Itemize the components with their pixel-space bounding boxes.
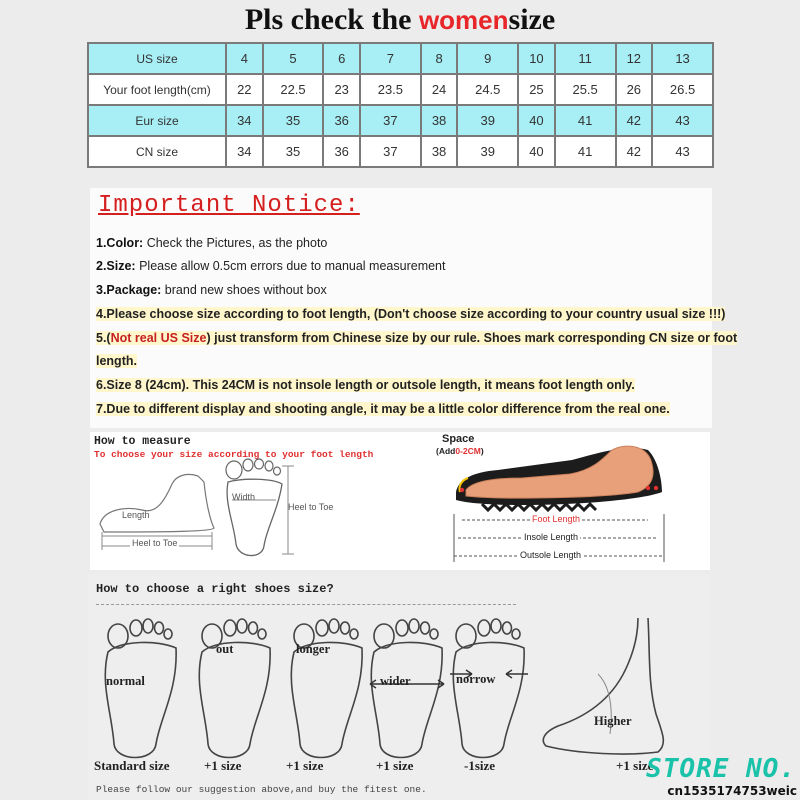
shoe-tread bbox=[482, 504, 596, 510]
toe-3 bbox=[237, 619, 247, 633]
toe-5 bbox=[164, 629, 172, 639]
high-instep-foot-icon bbox=[538, 614, 688, 764]
notice-line5-prefix: 5.( bbox=[96, 331, 111, 345]
size-cell: 26 bbox=[616, 74, 653, 105]
toe-3 bbox=[491, 619, 501, 633]
size-cell: 9 bbox=[457, 43, 518, 74]
size-cell: 23 bbox=[323, 74, 360, 105]
notice-line5-cont: length. bbox=[96, 354, 137, 368]
toe-5 bbox=[512, 629, 520, 639]
measure-subtitle: To choose your size according to your foot length bbox=[94, 449, 374, 460]
narrow-foot-icon bbox=[446, 614, 532, 764]
fit-size-label: +1 size bbox=[204, 758, 242, 773]
notice-line7: 7.Due to different display and shooting angle, it may be a little color difference from the real one. bbox=[96, 402, 670, 416]
toe-4 bbox=[249, 622, 258, 634]
foot-outline bbox=[105, 642, 176, 757]
title-before: Pls check the bbox=[244, 3, 419, 36]
notice-line4: 4.Please choose size according to foot length, (Don't choose size according to your country usual size !!!) bbox=[96, 307, 726, 321]
choose-divider bbox=[96, 604, 516, 605]
notice-package-label: 3.Package: bbox=[96, 283, 162, 297]
choose-title: How to choose a right shoes size? bbox=[96, 582, 334, 596]
toe-4 bbox=[421, 622, 430, 634]
length-label: Length bbox=[122, 510, 150, 520]
size-cell: 24 bbox=[421, 74, 458, 105]
toe-2 bbox=[130, 620, 142, 636]
measure-panel bbox=[90, 432, 710, 570]
size-cell: 25 bbox=[518, 74, 555, 105]
top-toe-5 bbox=[274, 467, 281, 475]
size-cell: 35 bbox=[263, 105, 324, 136]
notice-panel bbox=[90, 188, 738, 428]
size-row-label: US size bbox=[88, 43, 226, 74]
fit-size-label: -1size bbox=[464, 758, 496, 773]
size-cell: 25.5 bbox=[555, 74, 616, 105]
notice-color-text: Check the Pictures, as the photo bbox=[143, 236, 328, 250]
size-cell: 4 bbox=[226, 43, 263, 74]
fit-inside-label: normal bbox=[106, 674, 145, 688]
size-cell: 42 bbox=[616, 105, 653, 136]
size-cell: 24.5 bbox=[457, 74, 518, 105]
toe-4 bbox=[503, 622, 512, 634]
size-cell: 40 bbox=[518, 136, 555, 167]
side-foot-outline bbox=[543, 618, 663, 754]
fit-size-label: +1 size bbox=[286, 758, 324, 773]
size-cell: 36 bbox=[323, 136, 360, 167]
size-cell: 38 bbox=[421, 105, 458, 136]
notice-package-text: brand new shoes without box bbox=[161, 283, 327, 297]
size-cell: 34 bbox=[226, 136, 263, 167]
size-cell: 41 bbox=[555, 136, 616, 167]
toe-5 bbox=[350, 629, 358, 639]
notice-package bbox=[96, 283, 327, 297]
size-cell: 41 bbox=[555, 105, 616, 136]
measure-title: How to measure bbox=[94, 435, 191, 448]
shoe-diagram bbox=[452, 440, 666, 518]
fit-size-label: Standard size bbox=[94, 758, 170, 773]
toe-2 bbox=[478, 620, 490, 636]
size-table-row bbox=[88, 43, 713, 74]
notice-size-text: Please allow 0.5cm errors due to manual measurement bbox=[135, 259, 446, 273]
size-cell: 39 bbox=[457, 105, 518, 136]
space-sub-red: 0-2CM bbox=[455, 446, 481, 456]
size-cell: 12 bbox=[616, 43, 653, 74]
size-cell: 37 bbox=[360, 136, 421, 167]
fit-inside-label: wider bbox=[380, 674, 411, 688]
fit-size-label: +1 size bbox=[376, 758, 414, 773]
shoe-dot-3 bbox=[460, 488, 464, 492]
toe-2 bbox=[224, 620, 236, 636]
size-cell: 22 bbox=[226, 74, 263, 105]
toe-3 bbox=[329, 619, 339, 633]
fit-size-label: +1 size bbox=[616, 758, 654, 773]
notice-line5 bbox=[96, 331, 737, 345]
heel-to-toe-top: Heel to Toe bbox=[288, 502, 334, 512]
size-cell: 40 bbox=[518, 105, 555, 136]
outsole-length-label: Outsole Length bbox=[520, 550, 582, 560]
heel-to-toe-side: Heel to Toe bbox=[132, 538, 178, 548]
fit-inside-label: longer bbox=[296, 642, 331, 656]
toe-4 bbox=[341, 622, 350, 634]
toe-3 bbox=[409, 619, 419, 633]
size-row-label: CN size bbox=[88, 136, 226, 167]
size-row-label: Your foot length(cm) bbox=[88, 74, 226, 105]
choose-panel bbox=[88, 574, 710, 800]
toe-5 bbox=[430, 629, 438, 639]
size-table-row bbox=[88, 74, 713, 105]
fit-inside-label: Higher bbox=[594, 714, 632, 728]
title-accent: women bbox=[418, 5, 509, 35]
store-id: cn1535174753weic bbox=[667, 784, 797, 798]
top-foot-outline bbox=[227, 479, 282, 555]
toe-3 bbox=[143, 619, 153, 633]
store-watermark: STORE NO. bbox=[646, 754, 796, 784]
size-cell: 6 bbox=[323, 43, 360, 74]
size-cell: 26.5 bbox=[652, 74, 713, 105]
foot-outline bbox=[291, 642, 362, 757]
foot-outline bbox=[453, 642, 524, 757]
normal-foot-icon bbox=[98, 614, 184, 764]
top-toe-4 bbox=[265, 461, 273, 471]
top-toe-2 bbox=[243, 459, 253, 471]
size-cell: 8 bbox=[421, 43, 458, 74]
notice-title: Important Notice: bbox=[98, 192, 360, 219]
size-cell: 11 bbox=[555, 43, 616, 74]
choose-footer: Please follow our suggestion above,and buy the fitest one. bbox=[96, 784, 427, 795]
toe-2 bbox=[316, 620, 328, 636]
size-cell: 7 bbox=[360, 43, 421, 74]
size-cell: 36 bbox=[323, 105, 360, 136]
size-cell: 22.5 bbox=[263, 74, 324, 105]
size-cell: 13 bbox=[652, 43, 713, 74]
size-cell: 10 bbox=[518, 43, 555, 74]
side-foot-outline bbox=[100, 474, 214, 532]
size-cell: 34 bbox=[226, 105, 263, 136]
shoe-dot-1 bbox=[646, 486, 650, 490]
notice-line6: 6.Size 8 (24cm). This 24CM is not insole length or outsole length, it means foot length only. bbox=[96, 378, 635, 392]
fit-inside-label: norrow bbox=[456, 672, 496, 686]
size-cell: 37 bbox=[360, 105, 421, 136]
size-table-row bbox=[88, 105, 713, 136]
toes-out-foot-icon bbox=[192, 614, 278, 764]
size-cell: 35 bbox=[263, 136, 324, 167]
foot-outline bbox=[199, 642, 270, 757]
size-table bbox=[87, 42, 714, 168]
size-cell: 43 bbox=[652, 105, 713, 136]
notice-color-label: 1.Color: bbox=[96, 236, 144, 250]
size-cell: 39 bbox=[457, 136, 518, 167]
longer-foot-icon bbox=[284, 614, 370, 764]
toe-4 bbox=[155, 622, 164, 634]
top-toe-3 bbox=[255, 459, 264, 469]
toe-5 bbox=[258, 629, 266, 639]
notice-line5-red: Not real US Size bbox=[110, 331, 207, 345]
size-row-label: Eur size bbox=[88, 105, 226, 136]
size-cell: 43 bbox=[652, 136, 713, 167]
foot-length-label: Foot Length bbox=[532, 514, 581, 524]
notice-line5-rest: ) just transform from Chinese size by our rule. Shoes mark corresponding CN size or foot bbox=[206, 331, 738, 345]
notice-size bbox=[96, 259, 445, 273]
toe-2 bbox=[396, 620, 408, 636]
space-sub-suffix: ) bbox=[480, 446, 484, 456]
size-cell: 42 bbox=[616, 136, 653, 167]
shoe-dot-2 bbox=[654, 486, 658, 490]
foot-outline bbox=[371, 642, 442, 757]
width-label: Width bbox=[232, 492, 256, 502]
size-cell: 5 bbox=[263, 43, 324, 74]
page-title bbox=[0, 0, 800, 40]
size-table-row bbox=[88, 136, 713, 167]
fit-inside-label: out bbox=[216, 642, 234, 656]
top-toe-1 bbox=[226, 461, 242, 479]
space-label: Space bbox=[442, 433, 475, 445]
notice-color bbox=[96, 236, 327, 250]
title-after: size bbox=[508, 3, 556, 36]
wider-foot-icon bbox=[364, 614, 450, 764]
size-cell: 23.5 bbox=[360, 74, 421, 105]
notice-size-label: 2.Size: bbox=[96, 259, 136, 273]
insole-length-label: Insole Length bbox=[524, 532, 579, 542]
space-sub-prefix: (Add bbox=[436, 446, 456, 456]
size-cell: 38 bbox=[421, 136, 458, 167]
